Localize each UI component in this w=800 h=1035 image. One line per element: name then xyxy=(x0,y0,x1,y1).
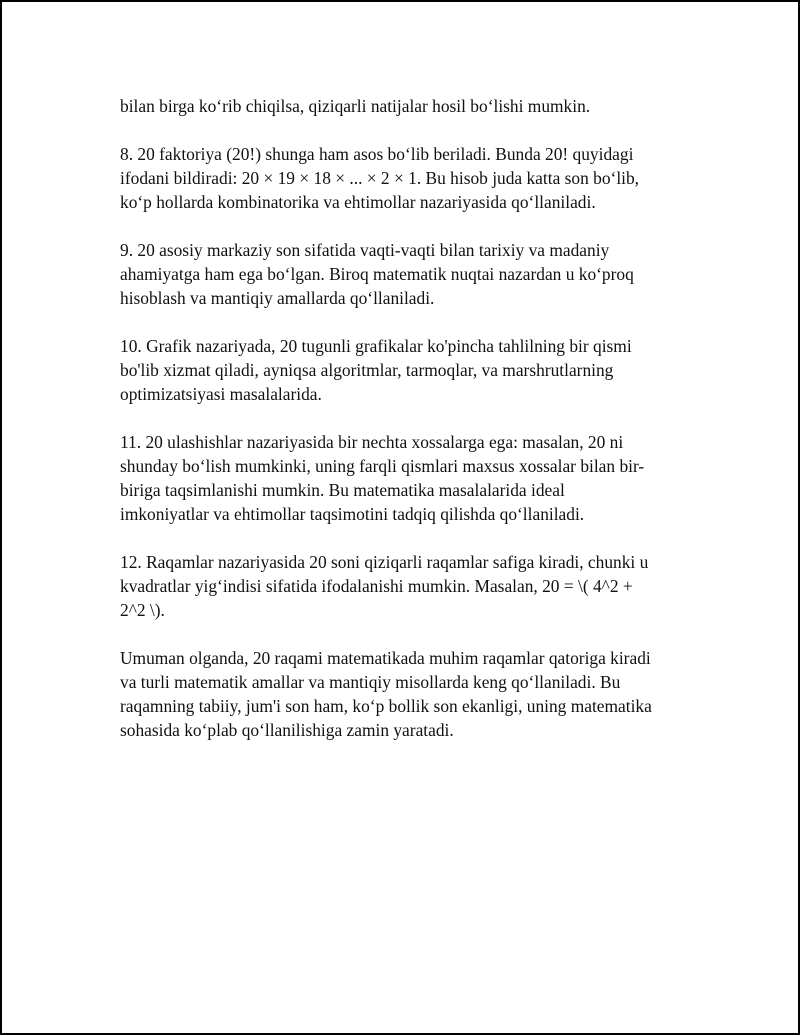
text-line: ifodani bildiradi: 20 × 19 × 18 × ... × 2 × 1. Bu hisob juda katta son boʻlib, xyxy=(120,168,640,188)
text-line: kvadratlar yigʻindisi sifatida ifodalanishi mumkin. Masalan, 20 = \( 4^2 + xyxy=(120,576,633,596)
text-line: bilan birga koʻrib chiqilsa, qiziqarli natijalar hosil boʻlishi mumkin. xyxy=(120,96,591,116)
paragraph-conclusion xyxy=(120,646,682,742)
text-line: hisoblash va mantiqiy amallarda qoʻllaniladi. xyxy=(120,288,435,308)
text-line: shunday boʻlish mumkinki, uning farqli qismlari maxsus xossalar bilan bir- xyxy=(120,456,645,476)
document-body xyxy=(120,94,682,766)
text-line: sohasida koʻplab qoʻllanilishiga zamin yaratadi. xyxy=(120,720,454,740)
text-line: bo'lib xizmat qiladi, ayniqsa algoritmlar, tarmoqlar, va marshrutlarning xyxy=(120,360,614,380)
text-line: raqamning tabiiy, jum'i son ham, koʻp bollik son ekanligi, uning matematika xyxy=(120,696,652,716)
text-line: Umuman olganda, 20 raqami matematikada muhim raqamlar qatoriga kiradi xyxy=(120,648,651,668)
text-line: biriga taqsimlanishi mumkin. Bu matematika masalalarida ideal xyxy=(120,480,565,500)
paragraph-item-10 xyxy=(120,334,682,406)
paragraph-item-12 xyxy=(120,550,682,622)
text-line: ahamiyatga ham ega boʻlgan. Biroq matematik nuqtai nazardan u koʻproq xyxy=(120,264,634,284)
text-line: optimizatsiyasi masalalarida. xyxy=(120,384,322,404)
paragraph-intro-continuation xyxy=(120,94,682,118)
text-line: va turli matematik amallar va mantiqiy misollarda keng qoʻllaniladi. Bu xyxy=(120,672,621,692)
text-line: 9. 20 asosiy markaziy son sifatida vaqti-vaqti bilan tarixiy va madaniy xyxy=(120,240,610,260)
text-line: 11. 20 ulashishlar nazariyasida bir nechta xossalarga ega: masalan, 20 ni xyxy=(120,432,624,452)
text-line: 2^2 \). xyxy=(120,600,165,620)
text-line: koʻp hollarda kombinatorika va ehtimollar nazariyasida qoʻllaniladi. xyxy=(120,192,596,212)
paragraph-item-9 xyxy=(120,238,682,310)
text-line: 8. 20 faktoriya (20!) shunga ham asos boʻlib beriladi. Bunda 20! quyidagi xyxy=(120,144,634,164)
paragraph-item-11 xyxy=(120,430,682,526)
text-line: 12. Raqamlar nazariyasida 20 soni qiziqarli raqamlar safiga kiradi, chunki u xyxy=(120,552,649,572)
text-line: 10. Grafik nazariyada, 20 tugunli grafikalar ko'pincha tahlilning bir qismi xyxy=(120,336,632,356)
paragraph-item-8 xyxy=(120,142,682,214)
text-line: imkoniyatlar va ehtimollar taqsimotini tadqiq qilishda qoʻllaniladi. xyxy=(120,504,585,524)
